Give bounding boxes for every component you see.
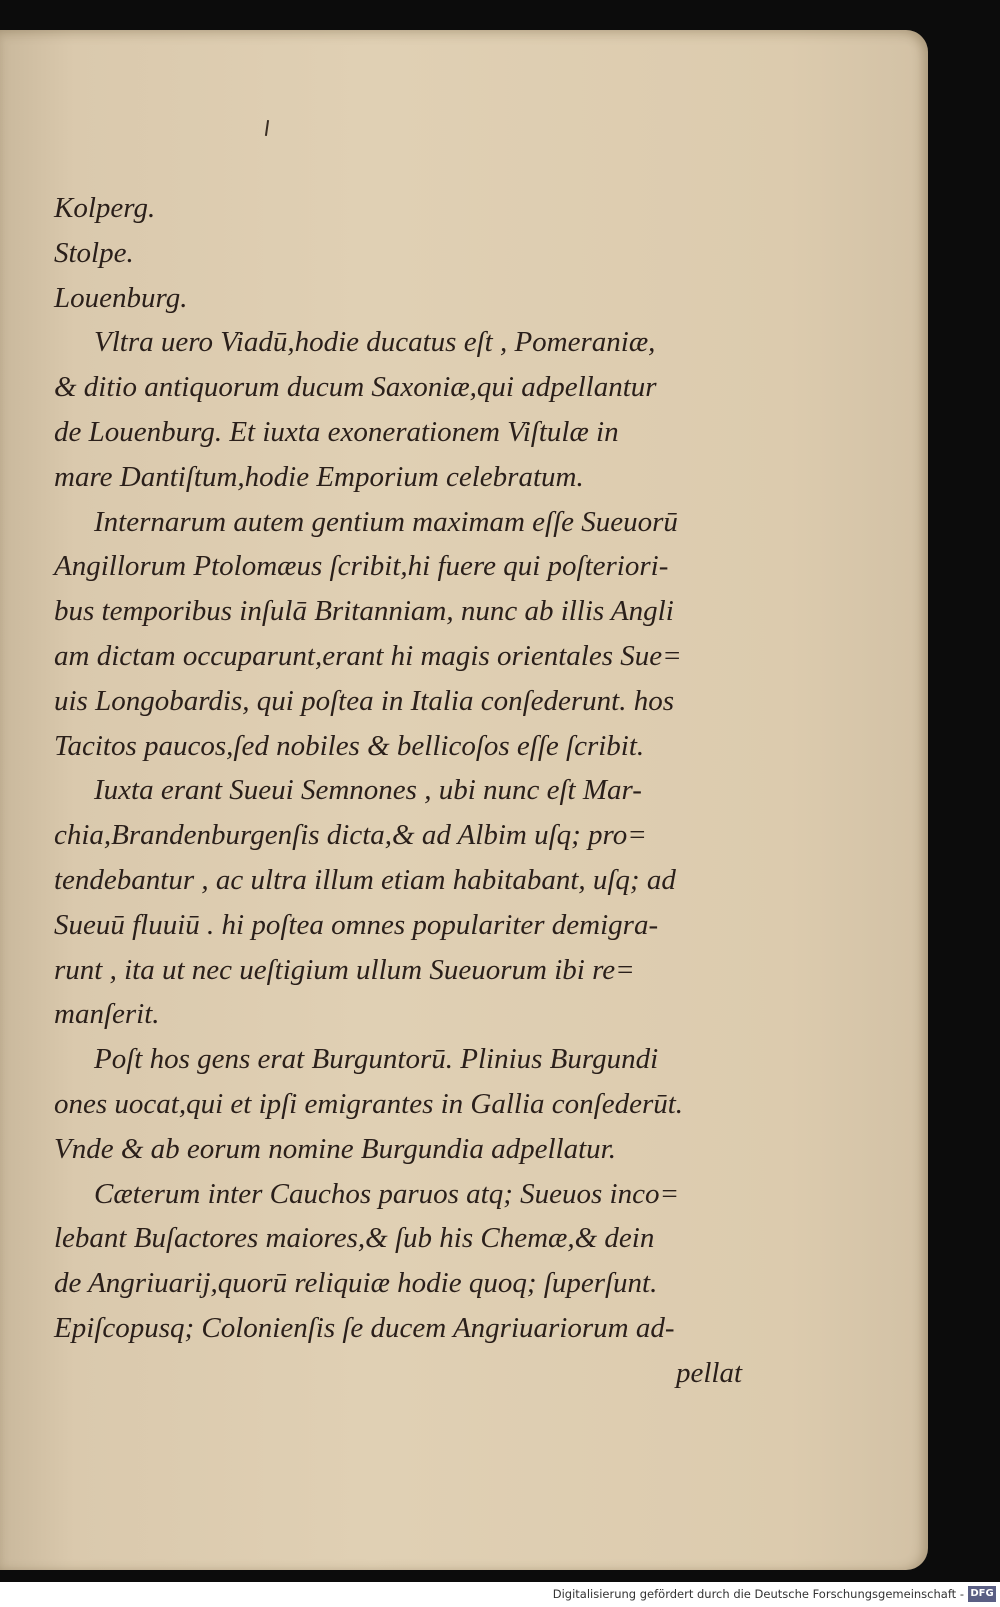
paragraph-first-line: Internarum autem gentium maximam eſſe Sueuorū: [94, 505, 678, 538]
paragraph-first-line: Poſt hos gens erat Burguntorū. Plinius Burgundi: [94, 1043, 659, 1076]
text-line: de Angriuarij,quorū reliquiæ hodie quoq; ſuperſunt.: [54, 1267, 658, 1300]
text-line: chia,Brandenburgenſis dicta,& ad Albim uſq; pro=: [54, 819, 647, 852]
paragraph-first-line: Iuxta erant Sueui Semnones , ubi nunc eſt Mar-: [94, 774, 642, 807]
dfg-logo-icon: DFG: [968, 1586, 996, 1602]
paragraph-first-line: Cæterum inter Cauchos paruos atq; Sueuos inco=: [94, 1177, 680, 1210]
text-line: Tacitos paucos,ſed nobiles & bellicoſos eſſe ſcribit.: [54, 729, 645, 762]
ink-mark: [265, 120, 269, 136]
catchword: pellat: [675, 1356, 742, 1389]
text-line: Stolpe.: [54, 236, 134, 269]
text-line: & ditio antiquorum ducum Saxoniæ,qui adpellantur: [54, 371, 657, 404]
text-line: Epiſcopusq; Colonienſis ſe ducem Angriuariorum ad-: [54, 1311, 675, 1344]
text-line: runt , ita ut nec ueſtigium ullum Sueuorum ibi re=: [54, 953, 635, 986]
page-text: [54, 186, 754, 1396]
text-line: Louenburg.: [54, 281, 188, 314]
text-line: Vnde & ab eorum nomine Burgundia adpellatur.: [54, 1132, 616, 1165]
footer-bar: [0, 1582, 1000, 1607]
funding-credit: Digitalisierung gefördert durch die Deutsche Forschungsgemeinschaft -: [552, 1587, 964, 1601]
text-line: am dictam occuparunt,erant hi magis orientales Sue=: [54, 639, 682, 672]
paragraph-first-line: Vltra uero Viadū,hodie ducatus eſt , Pomeraniæ,: [94, 326, 656, 359]
text-line: ones uocat,qui et ipſi emigrantes in Gallia conſederūt.: [54, 1087, 684, 1120]
text-line: bus temporibus inſulā Britanniam, nunc ab illis Angli: [54, 595, 674, 628]
text-line: lebant Buſactores maiores,& ſub his Chemæ,& dein: [54, 1222, 655, 1255]
text-line: manſerit.: [54, 998, 160, 1031]
text-line: uis Longobardis, qui poſtea in Italia conſederunt. hos: [54, 684, 675, 717]
text-line: de Louenburg. Et iuxta exonerationem Viſtulæ in: [54, 415, 619, 448]
text-line: Sueuū fluuiū . hi poſtea omnes populariter demigra-: [54, 908, 659, 941]
text-line: Angillorum Ptolomæus ſcribit,hi fuere qui poſteriori-: [54, 550, 669, 583]
text-line: mare Dantiſtum,hodie Emporium celebratum.: [54, 460, 584, 493]
text-line: Kolperg.: [54, 192, 156, 224]
text-line: tendebantur , ac ultra illum etiam habitabant, uſq; ad: [54, 863, 676, 896]
